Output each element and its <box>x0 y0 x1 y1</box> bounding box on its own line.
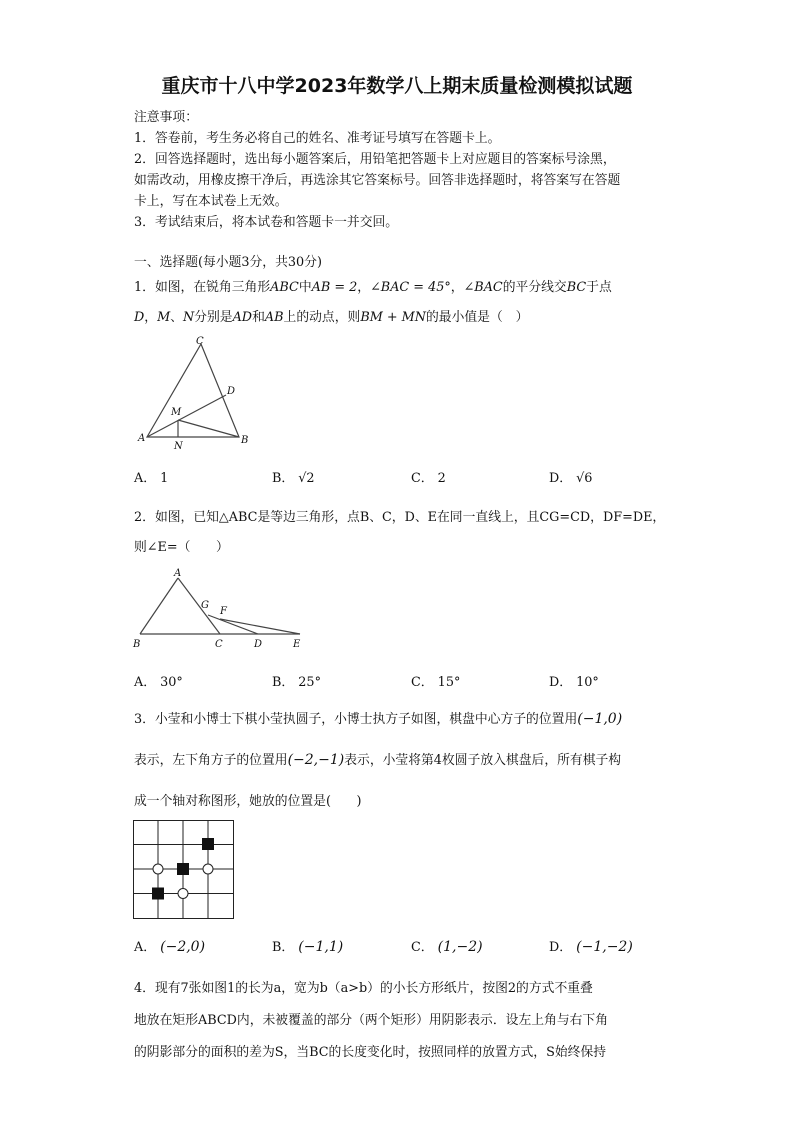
q1-option-d: D． √6 <box>549 471 593 486</box>
q2-option-d: D． 10° <box>549 675 599 690</box>
q1-label-d: D <box>227 386 236 397</box>
q1-label-c: C <box>196 336 204 347</box>
q3-option-d: D． (−1,−2) <box>549 939 633 955</box>
square-piece <box>152 888 164 900</box>
q2-option-a: A． 30° <box>134 675 183 690</box>
q1-line-1: 1．如图，在锐角三角形ABC中AB = 2，∠BAC = 45°，∠BAC的平分线交BC于点 <box>134 280 612 295</box>
q1-label-m: M <box>171 407 182 418</box>
round-piece <box>153 864 163 874</box>
q3-option-c: C． (1,−2) <box>411 939 483 955</box>
q2-figure <box>130 566 310 652</box>
notice-item-2-end: 卡上，写在本试卷上无效。 <box>134 194 288 209</box>
q3-go-board <box>133 820 235 920</box>
q2-option-b: B． 25° <box>272 675 321 690</box>
q2-line-2: 则∠E=（ ） <box>134 540 229 555</box>
notice-item-3: 3．考试结束后，将本试卷和答题卡一并交回。 <box>134 215 399 230</box>
round-piece <box>203 864 213 874</box>
q3-line-2: 表示，左下角方子的位置用(−2,−1)表示，小莹将第4枚圆子放入棋盘后，所有棋子构 <box>134 752 622 768</box>
notice-item-2: 2．回答选择题时，选出每小题答案后，用铅笔把答题卡上对应题目的答案标号涂黑， <box>134 152 616 167</box>
q1-label-a: A <box>138 433 146 444</box>
q2-label-e: E <box>293 639 301 650</box>
notice-item-1: 1．答卷前，考生务必将自己的姓名、准考证号填写在答题卡上。 <box>134 131 501 146</box>
q1-option-b: B． √2 <box>272 471 315 486</box>
q4-line-1: 4．现有7张如图1的长为a，宽为b（a>b）的小长方形纸片，按图2的方式不重叠 <box>134 981 593 996</box>
q2-label-a: A <box>174 568 182 579</box>
q1-option-c: C． 2 <box>411 471 446 486</box>
square-piece <box>202 838 214 850</box>
q3-option-a: A． (−2,0) <box>134 939 206 955</box>
q2-line-1: 2．如图，已知△ABC是等边三角形，点B、C，D、E在同一直线上，且CG=CD，DF=DE， <box>134 510 666 525</box>
section-heading: 一、选择题(每小题3分，共30分) <box>134 255 322 270</box>
round-piece <box>178 889 188 899</box>
square-piece <box>177 863 189 875</box>
q4-line-3: 的阴影部分的面积的差为S，当BC的长度变化时，按照同样的放置方式，S始终保持 <box>134 1045 607 1060</box>
q2-label-b: B <box>133 639 141 650</box>
q2-label-d: D <box>254 639 263 650</box>
q2-label-f: F <box>220 606 227 617</box>
q1-figure <box>134 334 254 452</box>
q1-label-n: N <box>174 441 183 452</box>
q3-line-1: 3．小莹和小博士下棋小莹执圆子，小博士执方子如图，棋盘中心方子的位置用(−1,0) <box>134 711 623 727</box>
q2-label-c: C <box>215 639 223 650</box>
notice-item-2-cont: 如需改动，用橡皮擦干净后，再选涂其它答案标号。回答非选择题时，将答案写在答题 <box>134 173 621 188</box>
q2-option-c: C． 15° <box>411 675 461 690</box>
q4-line-2: 地放在矩形ABCD内，未被覆盖的部分（两个矩形）用阴影表示．设左上角与右下角 <box>134 1013 609 1028</box>
q2-label-g: G <box>201 600 209 611</box>
page-title: 重庆市十八中学2023年数学八上期末质量检测模拟试题 <box>161 75 633 97</box>
q3-line-3: 成一个轴对称图形，她放的位置是( ) <box>134 794 362 809</box>
q3-option-b: B． (−1,1) <box>272 939 344 955</box>
q1-label-b: B <box>241 435 249 446</box>
q1-option-a: A． 1 <box>134 471 169 486</box>
notice-heading: 注意事项： <box>134 110 198 125</box>
q1-line-2: D，M、N分别是AD和AB上的动点，则BM + MN的最小值是（ ） <box>134 310 529 325</box>
